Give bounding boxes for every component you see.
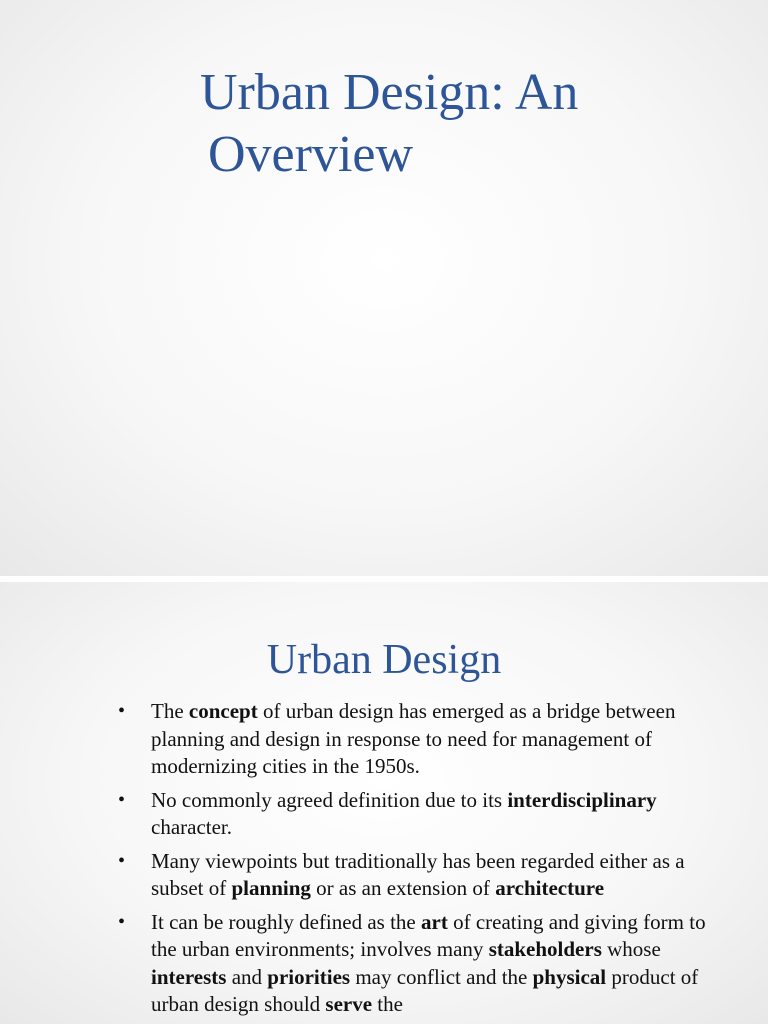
- bullet-text: It can be roughly defined as the: [151, 909, 421, 934]
- bullet-text: the: [372, 992, 403, 1016]
- bullet-text: of creating and giving form to the urban environments; involves many: [151, 909, 706, 961]
- bullet-list: [118, 698, 728, 1024]
- bullet-item: [118, 909, 728, 1019]
- bullet-text: product of urban design should: [151, 964, 699, 1016]
- bullet-marker: •: [118, 849, 126, 872]
- bullet-marker: •: [118, 910, 126, 933]
- bold-term: architecture: [495, 876, 605, 900]
- bold-term: priorities: [267, 964, 351, 989]
- bold-term: concept: [188, 699, 258, 723]
- bullet-text: and: [226, 964, 268, 989]
- bullet-item: [118, 848, 728, 903]
- bold-term: stakeholders: [488, 937, 602, 961]
- bold-term: interdisciplinary: [507, 787, 657, 812]
- bullet-text: The: [151, 699, 189, 723]
- bold-term: serve: [325, 992, 373, 1016]
- bullet-text: Many viewpoints but traditionally has been regarded either as a subset of: [151, 848, 685, 900]
- content-slide: [0, 582, 768, 1024]
- bullet-marker: •: [118, 788, 126, 811]
- bullet-item: [118, 787, 728, 842]
- bullet-text: character.: [151, 815, 233, 839]
- bullet-text: may conflict and the: [350, 964, 533, 989]
- bullet-item: [118, 698, 728, 781]
- bullet-text: No commonly agreed definition due to its: [151, 787, 508, 812]
- title-line-2: Overview: [208, 126, 414, 183]
- bullet-text: or as an extension of: [310, 876, 496, 900]
- bold-term: planning: [231, 876, 311, 900]
- bullet-text: whose: [601, 937, 661, 961]
- bold-term: interests: [151, 964, 227, 989]
- bullet-text: of urban design has emerged as a bridge between planning and design in response to need for management of modernizing cities in the 1950s.: [151, 699, 676, 778]
- slide-heading: Urban Design: [266, 637, 502, 683]
- bold-term: physical: [532, 964, 607, 989]
- title-line-1: Urban Design: An: [200, 64, 579, 121]
- slide-title: [200, 62, 720, 186]
- bold-term: art: [421, 909, 448, 934]
- bullet-marker: •: [118, 700, 126, 722]
